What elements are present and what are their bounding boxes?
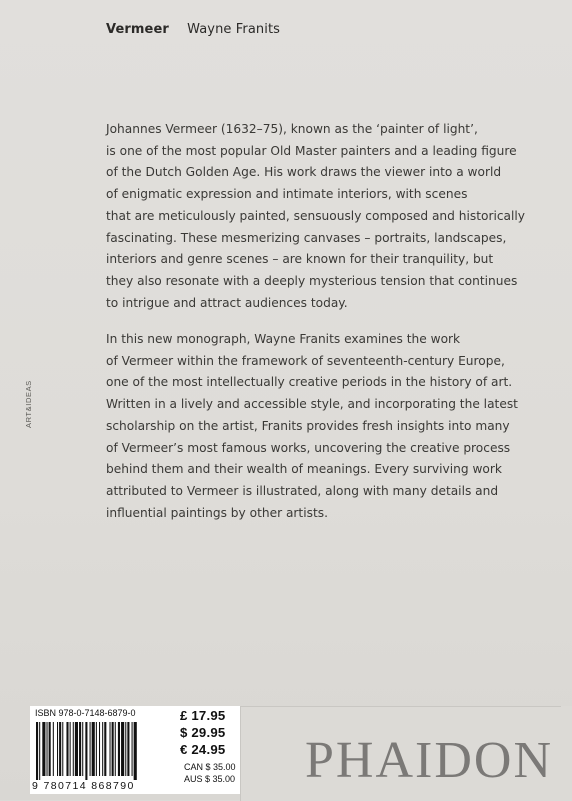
price-aus: AUS $ 35.00	[184, 774, 236, 784]
publisher-logo: PHAIDON	[305, 732, 553, 789]
description-paragraph-2	[106, 329, 518, 524]
text-line: of the Dutch Golden Age. His work draws the viewer into a world	[106, 165, 502, 180]
text-line: attributed to Vermeer is illustrated, along with many details and	[106, 483, 499, 498]
text-line: that are meticulously painted, sensuously composed and historically	[106, 208, 526, 223]
text-line: interiors and genre scenes – are known for their tranquility, but	[106, 252, 494, 267]
text-line: influential paintings by other artists.	[106, 505, 328, 520]
barcode-panel	[30, 706, 178, 794]
barcode-icon	[36, 722, 172, 780]
text-line: scholarship on the artist, Franits provides fresh insights into many	[106, 418, 510, 433]
price-can: CAN $ 35.00	[184, 762, 236, 772]
book-title: Vermeer	[106, 22, 169, 37]
price-gbp: £ 17.95	[180, 708, 226, 723]
book-author: Wayne Franits	[187, 22, 281, 37]
series-label: ART&IDEAS	[24, 380, 33, 428]
text-line: of Vermeer’s most famous works, uncovering the creative process	[106, 440, 511, 455]
price-usd: $ 29.95	[180, 725, 226, 740]
text-line: is one of the most popular Old Master painters and a leading figure	[106, 143, 517, 158]
text-line: fascinating. These mesmerizing canvases – portraits, landscapes,	[106, 230, 507, 245]
text-line: one of the most intellectually creative periods in the history of art.	[106, 375, 513, 390]
price-eur: € 24.95	[180, 742, 226, 757]
header	[106, 22, 280, 37]
description-paragraph-1	[106, 119, 526, 314]
barcode-digits: 9 780714 868790	[32, 780, 135, 792]
text-line: of enigmatic expression and intimate interiors, with scenes	[106, 187, 468, 202]
price-panel	[178, 706, 240, 794]
isbn-label: ISBN 978-0-7148-6879-0	[35, 708, 136, 718]
text-line: to intrigue and attract audiences today.	[106, 295, 348, 310]
text-line: Johannes Vermeer (1632–75), known as the ‘painter of light’,	[106, 122, 478, 136]
text-line: behind them and their wealth of meanings. Every surviving work	[106, 462, 502, 477]
text-line: In this new monograph, Wayne Franits examines the work	[106, 332, 461, 346]
text-line: Written in a lively and accessible style, and incorporating the latest	[106, 397, 518, 412]
text-line: they also resonate with a deeply mysterious tension that continues	[106, 273, 518, 288]
text-line: of Vermeer within the framework of seventeenth-century Europe,	[106, 353, 505, 368]
